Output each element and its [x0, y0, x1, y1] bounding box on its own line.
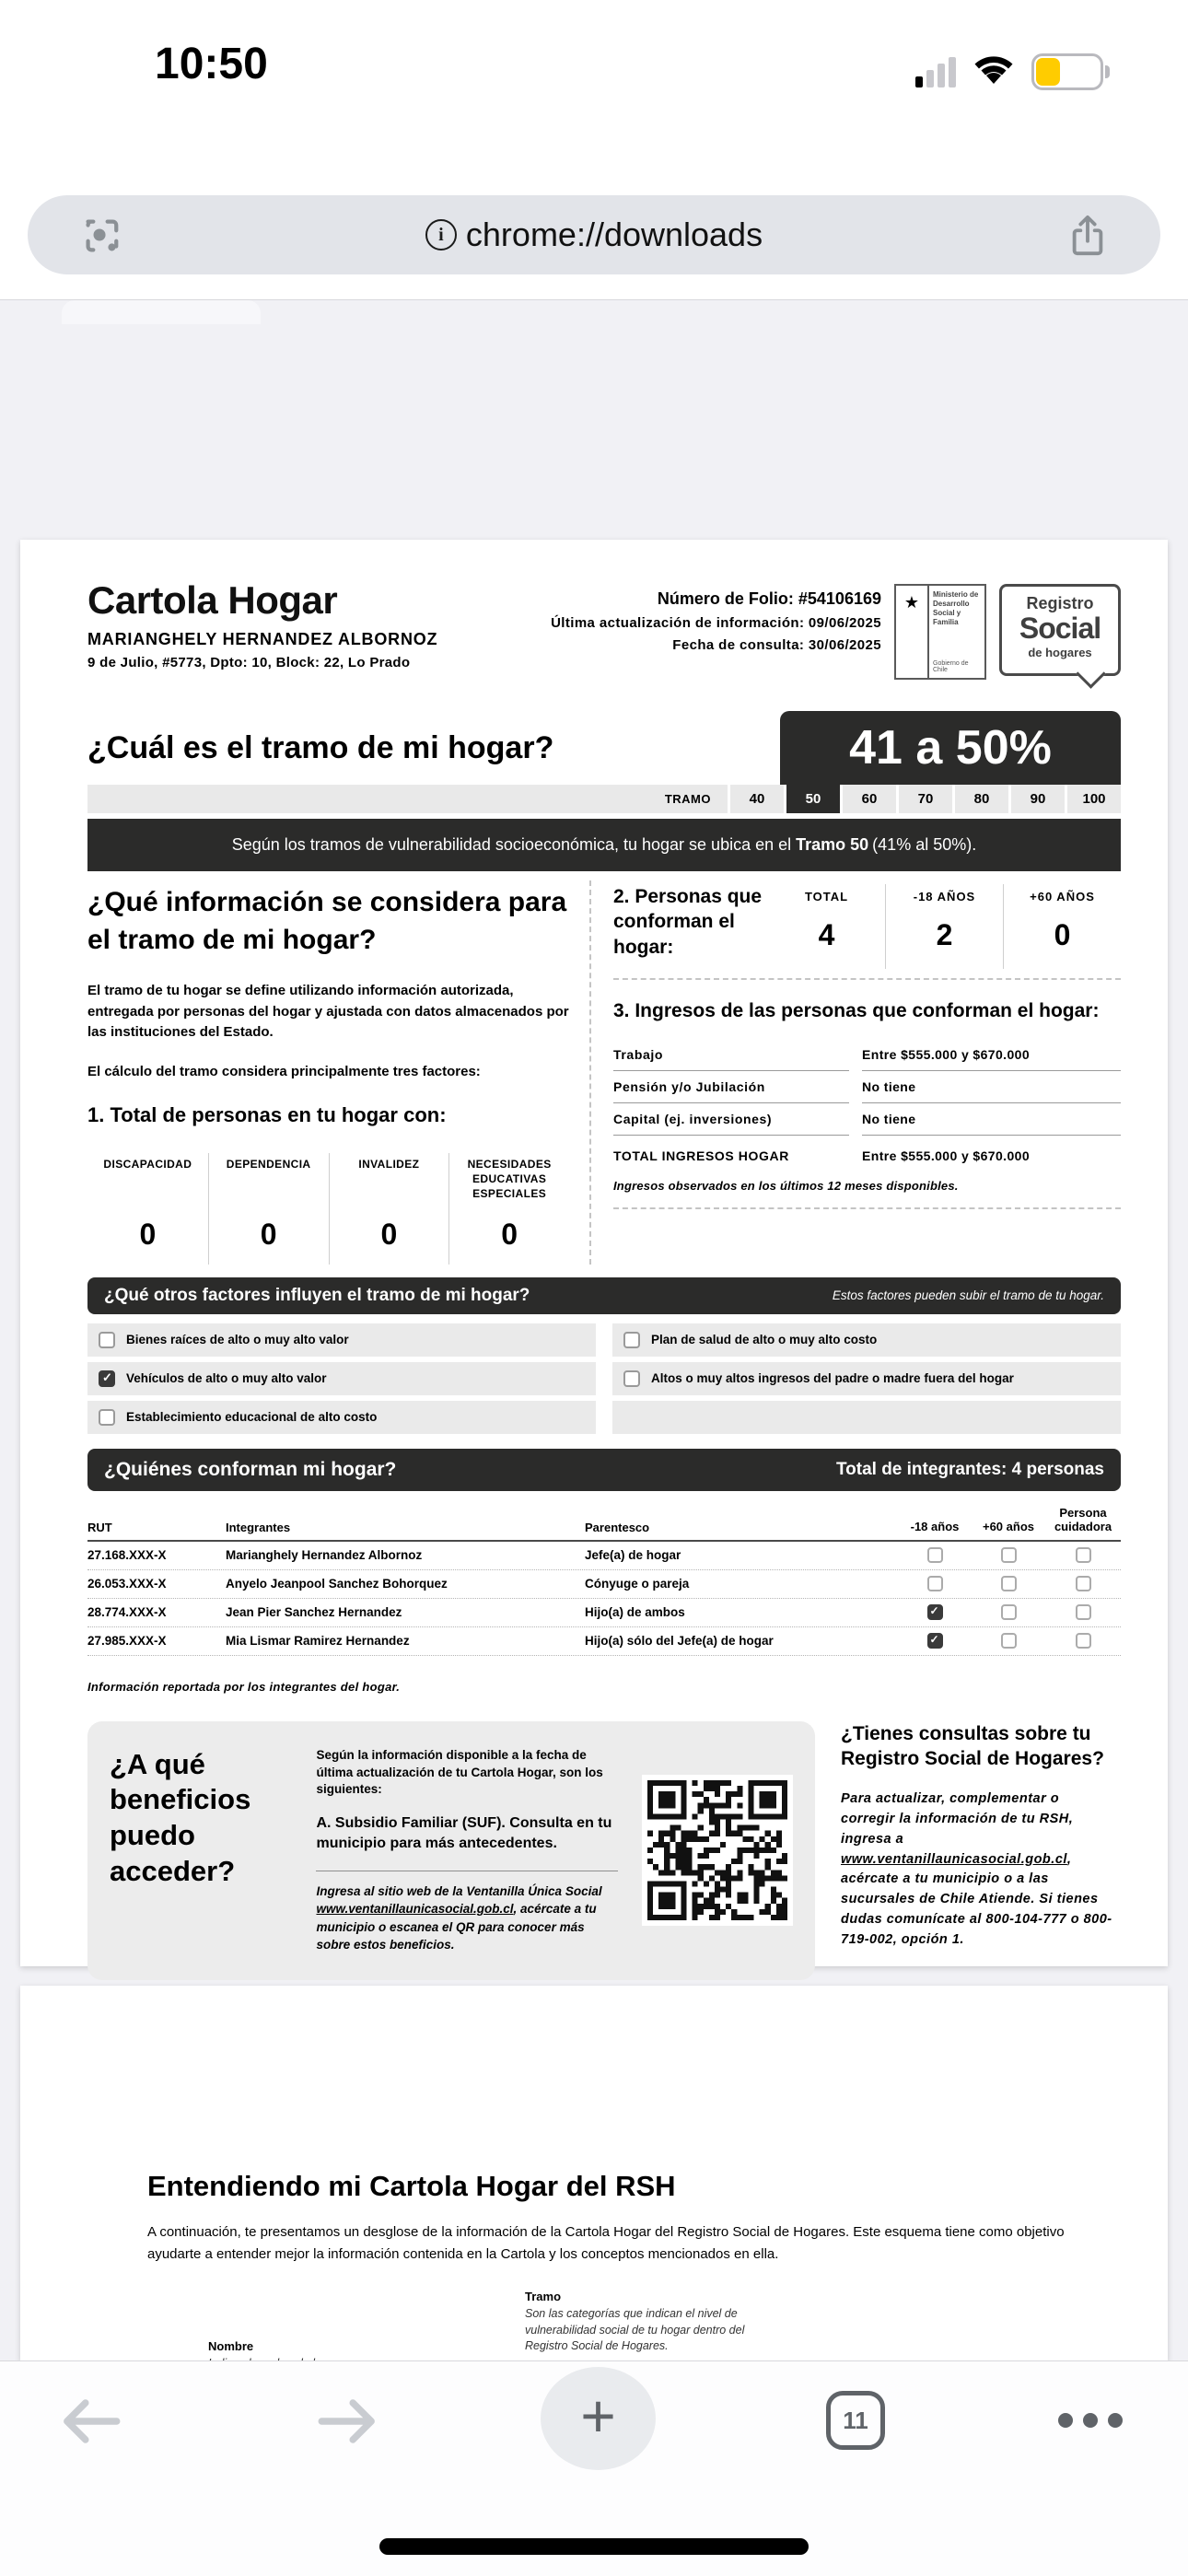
tramo-scale-label: TRAMO [664, 792, 711, 806]
factor-item: Establecimiento educacional de alto costo [87, 1401, 596, 1434]
wifi-icon [973, 56, 1015, 87]
factor1-stats: DISCAPACIDAD 0 DEPENDENCIA 0 INVALIDEZ 0 NECESIDADES EDUCATIVAS ESPECIALES 0 [87, 1153, 569, 1265]
factor2-section [613, 884, 1121, 969]
member-row: 28.774.XXX-X Jean Pier Sanchez Hernandez Hijo(a) de ambos ✓ [87, 1599, 1121, 1627]
consulted-label: Fecha de consulta: [672, 637, 805, 653]
pdf-page-1 [20, 540, 1168, 1966]
factor-item: ✓ Vehículos de alto o muy alto valor [87, 1362, 596, 1395]
other-factors-note: Estos factores pueden subir el tramo de tu hogar. [832, 1288, 1104, 1302]
page-info-icon[interactable]: i [425, 219, 457, 251]
stat-value: 0 [1054, 918, 1071, 951]
members-table [87, 1498, 1121, 1656]
folio-label: Número de Folio: [657, 589, 794, 608]
factor-item: Altos o muy altos ingresos del padre o madre fuera del hogar [612, 1362, 1121, 1395]
checkbox [1076, 1633, 1091, 1649]
factor-item-empty [612, 1401, 1121, 1434]
benefits-title: ¿A qué beneficios puedo acceder? [110, 1747, 251, 1887]
members-header [87, 1449, 1121, 1491]
document-title: Cartola Hogar [87, 578, 338, 622]
ventanilla-link[interactable]: www.ventanillaunicasocial.gob.cl [841, 1851, 1067, 1867]
info-heading: ¿Qué información se considera para el tramo de mi hogar? [87, 887, 567, 955]
factor1-title: 1. Total de personas en tu hogar con: [87, 1102, 447, 1126]
tramo-cell-50-selected: 50 [784, 785, 840, 813]
info-right-column [589, 880, 1121, 1265]
forward-button[interactable] [313, 2393, 381, 2450]
home-indicator[interactable] [379, 2538, 809, 2555]
plus-icon: + [580, 2382, 616, 2450]
members-title: ¿Quiénes conforman mi hogar? [104, 1458, 397, 1480]
holder-block [87, 578, 437, 670]
pdf-page-2 [20, 1986, 1168, 2360]
factor2-title: 2. Personas que conforman el hogar: [613, 886, 763, 958]
tramo-cell-90: 90 [1008, 785, 1065, 813]
member-row: 27.168.XXX-X Marianghely Hernandez Albornoz Jefe(a) de hogar [87, 1542, 1121, 1570]
consulted-value: 30/06/2025 [808, 637, 881, 653]
dashed-divider [613, 978, 1121, 980]
ministry-logo: ★ Ministerio de Desarrollo Social y Familia Gobierno de Chile [894, 584, 986, 680]
browser-toolbar [0, 2360, 1188, 2576]
tramo-cell-40: 40 [728, 785, 784, 813]
tramo-banner: Según los tramos de vulnerabilidad socioeconómica, tu hogar se ubica en el Tramo 50 (41% al 50%). [87, 819, 1121, 871]
tramo-cell-70: 70 [896, 785, 952, 813]
stat-value: 0 [501, 1217, 518, 1251]
income-row: Capital (ej. inversiones) No tiene [613, 1103, 1121, 1136]
tab-count: 11 [843, 2406, 868, 2434]
checkbox [1076, 1547, 1091, 1563]
page2-intro: A continuación, te presentamos un desglose de la información de la Cartola Hogar del Registro Social de Hogares. Este esquema tiene como objetivo ayudarte a entender mejor la información contenida en la Cartola y los conceptos mencionados en ella. [147, 2224, 1065, 2262]
members-footnote: Información reportada por los integrantes del hogar. [87, 1679, 401, 1694]
benefits-section [87, 1721, 1121, 1980]
cellular-signal-icon [915, 56, 956, 87]
battery-icon [1031, 53, 1103, 90]
holder-name: MARIANGHELY HERNANDEZ ALBORNOZ [87, 630, 438, 648]
checkbox [927, 1547, 943, 1563]
qr-code [642, 1775, 793, 1926]
members-section [87, 1449, 1121, 1694]
benefit-item: A. Subsidio Familiar (SUF). Consulta en tu municipio para más antecedentes. [316, 1815, 612, 1851]
checkbox [1076, 1576, 1091, 1591]
factor2-stats: TOTAL 4 -18 AÑOS 2 +60 AÑOS 0 [768, 884, 1121, 969]
tramo-section [87, 711, 1121, 785]
rsh-logo: Registro Social de hogares [999, 584, 1121, 676]
checkbox [1001, 1604, 1017, 1620]
tramo-cell-60: 60 [840, 785, 896, 813]
checkbox [99, 1332, 115, 1348]
stat-value: 4 [818, 918, 835, 951]
document-header [87, 578, 1121, 680]
members-table-header: RUT Integrantes Parentesco -18 años +60 años Persona cuidadora [87, 1498, 1121, 1542]
lens-camera-icon[interactable] [79, 215, 122, 257]
ministry-footer: Gobierno de Chile [933, 660, 969, 673]
updated-value: 09/06/2025 [808, 615, 881, 631]
url-bar[interactable] [28, 195, 1160, 274]
member-row: 26.053.XXX-X Anyelo Jeanpool Sanchez Bohorquez Cónyuge o pareja [87, 1570, 1121, 1599]
updated-label: Última actualización de información: [551, 615, 805, 631]
checkbox [1001, 1633, 1017, 1649]
stat-value: 2 [936, 918, 953, 951]
members-total: Total de integrantes: 4 personas [835, 1459, 1104, 1479]
consultas-section [841, 1721, 1117, 1980]
factor3-title: 3. Ingresos de las personas que conforman el hogar: [613, 1000, 1100, 1021]
rsh-logo-tail [1076, 659, 1106, 689]
status-bar [0, 0, 1188, 129]
income-row: Pensión y/o Jubilación No tiene [613, 1071, 1121, 1103]
checkbox [623, 1332, 640, 1348]
tramo-cell-100: 100 [1065, 785, 1121, 813]
pdf-viewer[interactable] [0, 299, 1188, 2361]
stat-value: 0 [380, 1217, 398, 1251]
other-factors-title: ¿Qué otros factores influyen el tramo de mi hogar? [104, 1285, 530, 1305]
other-factors-section [87, 1277, 1121, 1434]
checkbox [99, 1370, 115, 1387]
info-paragraph-2: El cálculo del tramo considera principalmente tres factores: [87, 1063, 481, 1079]
new-tab-button[interactable] [541, 2367, 656, 2470]
consultas-heading: ¿Tienes consultas sobre tu Registro Social de Hogares? [841, 1722, 1104, 1769]
income-note: Ingresos observados en los últimos 12 meses disponibles. [613, 1179, 959, 1193]
header-meta-block [551, 584, 1121, 680]
income-table [613, 1039, 1121, 1171]
benefits-text: Según la información disponible a la fecha de última actualización de tu Cartola Hogar, son los siguientes: A. Subsidio Familiar (SUF). Consulta en tu municipio para más antecedentes. Ingresa al sitio web de la Ventanilla Única Social www.ventanillaunicasocial.gob.cl, acércate a tu municipio o escanea el QR para conocer más sobre estos beneficios. [316, 1747, 618, 1954]
folio-value: #54106169 [798, 589, 881, 608]
factor-item: Plan de salud de alto o muy alto costo [612, 1323, 1121, 1357]
income-total-row: TOTAL INGRESOS HOGAR Entre $555.000 y $670.000 [613, 1148, 1031, 1163]
info-left-column [87, 880, 589, 1265]
tab-switcher-button[interactable] [826, 2391, 885, 2450]
back-button[interactable] [57, 2393, 125, 2450]
term-tramo: Tramo Son las categorías que indican el nivel de vulnerabilidad social de tu hogar dentro del Registro Social de Hogares. [525, 2290, 745, 2352]
menu-button[interactable] [1058, 2413, 1123, 2428]
tramo-range-box: 41 a 50% [780, 711, 1121, 785]
pdf-viewer-ghost-card [62, 300, 261, 324]
tramo-scale [87, 785, 1121, 813]
checkbox [927, 1604, 943, 1620]
stat-value: 0 [139, 1217, 157, 1251]
info-paragraph-1: El tramo de tu hogar se define utilizando información autorizada, entregada por personas del hogar y ajustada con datos almacenados por las instituciones del Estado. [87, 983, 569, 1040]
holder-address: 9 de Julio, #5773, Dpto: 10, Block: 22, Lo Prado [87, 655, 411, 670]
benefits-qr-text: Ingresa al sitio web de la Ventanilla Única Social www.ventanillaunicasocial.gob.cl, acércate a tu municipio o escanea el QR para conocer más sobre estos beneficios. [316, 1883, 602, 1952]
checkbox [1001, 1547, 1017, 1563]
share-icon[interactable] [1066, 213, 1109, 259]
clock: 10:50 [155, 40, 268, 88]
income-row: Trabajo Entre $555.000 y $670.000 [613, 1039, 1121, 1071]
other-factors-grid [87, 1323, 1121, 1434]
tramo-question: ¿Cuál es el tramo de mi hogar? [87, 729, 554, 765]
ventanilla-link[interactable]: www.ventanillaunicasocial.gob.cl [316, 1902, 514, 1917]
other-factors-header [87, 1277, 1121, 1314]
checkbox [927, 1633, 943, 1649]
member-row: 27.985.XXX-X Mia Lismar Ramirez Hernandez Hijo(a) sólo del Jefe(a) de hogar ✓ [87, 1627, 1121, 1656]
factor-item: Bienes raíces de alto o muy alto valor [87, 1323, 596, 1357]
url-text[interactable]: chrome://downloads [465, 216, 763, 253]
stat-value: 0 [260, 1217, 277, 1251]
checkbox [99, 1409, 115, 1426]
checkbox [1076, 1604, 1091, 1620]
term-nombre: Nombre [208, 2339, 254, 2353]
checkbox [1001, 1576, 1017, 1591]
info-columns [87, 880, 1121, 1265]
checkbox [927, 1576, 943, 1591]
coat-of-arms-icon: ★ [896, 586, 929, 678]
page2-heading: Entendiendo mi Cartola Hogar del RSH [147, 2170, 676, 2202]
dashed-divider [613, 1207, 1121, 1209]
tramo-cell-80: 80 [952, 785, 1008, 813]
status-icons [915, 53, 1103, 90]
benefits-box [87, 1721, 815, 1980]
consultas-text: Para actualizar, complementar o corregir la información de tu RSH, ingresa a www.ventanillaunicasocial.gob.cl, acércate a tu municipio o a las sucursales de Chile Atiende. Si tienes dudas comunícate al 800-104-777 o 800-719-002, opción 1. [841, 1791, 1112, 1947]
checkbox [623, 1370, 640, 1387]
url-text-group[interactable] [425, 216, 763, 254]
